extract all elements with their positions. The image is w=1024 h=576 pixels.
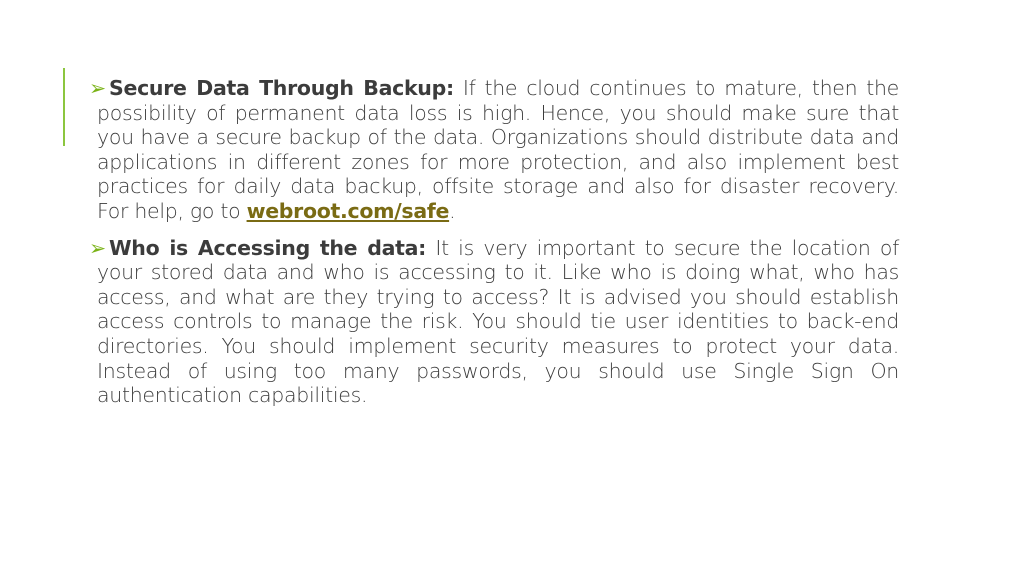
arrow-bullet-icon: ➢: [89, 235, 106, 260]
bullet-text: It is very important to secure the location of your stored data and who is accessing to it. Like who is doing what, who has access, and what are they trying to access? It is advised you should establish access controls to manage the risk. You should tie user identities to back-end directories. You should implement security measures to protect your data. Instead of using too many passwords, you should use Single Sign On authentication capabilities.: [97, 235, 899, 408]
content-body: [89, 76, 899, 420]
bullet-secure-backup: [89, 76, 899, 224]
accent-bar: [63, 68, 65, 146]
bullet-text-end: .: [449, 198, 456, 223]
bullet-heading: Secure Data Through Backup:: [109, 76, 454, 100]
bullet-text: If the cloud continues to mature, then the possibility of permanent data loss is high. Hence, you should make sure that you have a secure backup of the data. Organizations should distribute data and applications in different zones for more protection, and also implement best practices for daily data backup, offsite storage and also for disaster recovery. For help, go to: [97, 76, 899, 223]
bullet-heading: Who is Accessing the data:: [109, 235, 427, 260]
webroot-link[interactable]: webroot.com/safe: [246, 198, 450, 223]
arrow-bullet-icon: ➢: [89, 76, 106, 100]
bullet-who-accessing: [89, 235, 899, 408]
